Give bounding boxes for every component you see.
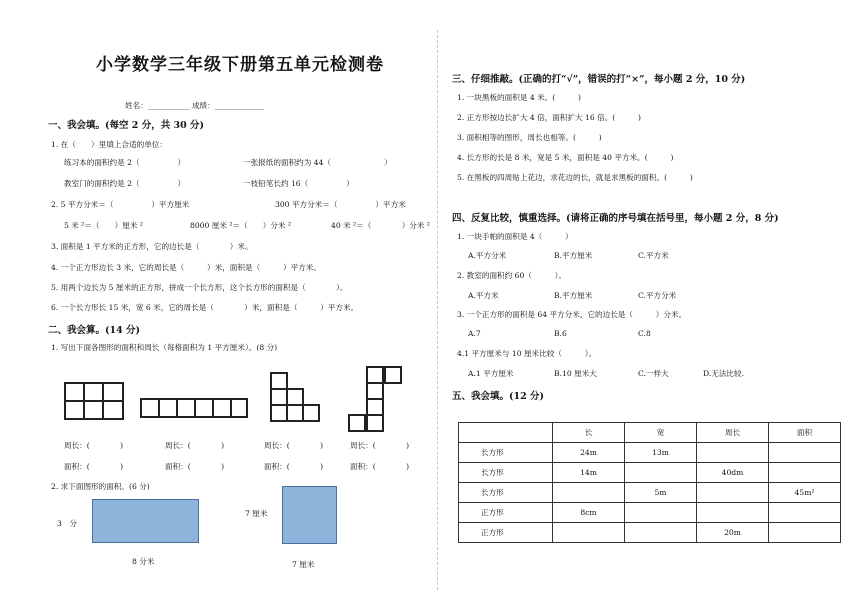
table-cell: [769, 523, 841, 543]
table-cell: [625, 523, 697, 543]
s1-q1d: 一枝铅笔长约 16（ ）: [243, 179, 354, 188]
table-cell: 正方形: [459, 503, 553, 523]
s4-q2-option-a: A.平方米: [468, 291, 499, 300]
s1-q1c: 教室门的面积约是 2（ ）: [64, 179, 186, 188]
s4-q2-option-c: C.平方分米: [638, 291, 677, 300]
s4-q1: 1. 一块手帕的面积是 4（ ）: [457, 232, 573, 241]
s1-q4: 4. 一个正方形边长 3 米，它的周长是（ ）米，面积是（ ）平方米。: [51, 263, 321, 272]
section-1-header: 一、我会填。(每空 2 分，共 30 分): [48, 120, 205, 131]
s4-q1-option-c: C.平方米: [638, 251, 669, 260]
table-row: [459, 443, 841, 463]
table-cell: 正方形: [459, 523, 553, 543]
table-header-cell: [459, 423, 553, 443]
section-2-header: 二、我会算。(14 分): [48, 325, 141, 336]
shape-3-area: 面积：( ): [264, 462, 324, 471]
table-cell: 长方形: [459, 443, 553, 463]
s3-q5: 5. 在黑板的四周贴上花边，求花边的长，就是求黑板的面积。( ): [457, 173, 693, 182]
s4-q4-option-c: C.一样大: [638, 369, 669, 378]
table-cell: [769, 463, 841, 483]
s4-q1-option-a: A.平方分米: [468, 251, 507, 260]
table-cell: [697, 503, 769, 523]
s4-q4-option-d: D.无法比较.: [703, 369, 745, 378]
table-cell: 14m: [553, 463, 625, 483]
s1-q1b: 一张报纸的面积约为 44（ ）: [243, 158, 392, 167]
table-cell: 45m²: [769, 483, 841, 503]
s4-q3-option-b: B.6: [554, 329, 567, 338]
s1-q6: 6. 一个长方形长 15 米，宽 6 米，它的周长是（ ）米，面积是（ ）平方米。: [51, 303, 359, 312]
rectangle-square-table: [458, 422, 841, 543]
s1-q5: 5. 用两个边长为 5 厘米的正方形，拼成一个长方形，这个长方形的面积是（ ）。: [51, 283, 348, 292]
s4-q4-option-b: B.10 厘米大: [554, 369, 597, 378]
table-cell: [553, 483, 625, 503]
s3-q3: 3. 面积相等的图形，周长也相等。( ): [457, 133, 602, 142]
shape-4-perimeter: 周长：( ): [350, 441, 410, 450]
s1-q1a: 练习本的面积约是 2（ ）: [64, 158, 186, 167]
rect1-side-label: 3 分: [57, 519, 78, 528]
column-divider: [437, 30, 438, 590]
table-row: [459, 523, 841, 543]
s3-q1: 1. 一块黑板的面积是 4 米。( ): [457, 93, 581, 102]
table-header-cell: 长: [553, 423, 625, 443]
s4-q1-option-b: B.平方厘米: [554, 251, 593, 260]
rectangle-8x3: [92, 499, 199, 543]
grid-shape-3: [270, 372, 320, 422]
s1-q3: 3. 面积是 1 平方米的正方形，它的边长是（ ）米。: [51, 242, 253, 251]
table-header-cell: 宽: [625, 423, 697, 443]
section-3-header: 三、仔细推敲。(正确的打“√”，错误的打“×”，每小题 2 分，10 分): [452, 74, 746, 85]
table-cell: 8cm: [553, 503, 625, 523]
grid-shape-2: [140, 398, 248, 418]
table-cell: 长方形: [459, 483, 553, 503]
shape-1-perimeter: 周长：( ): [64, 441, 124, 450]
s4-q4: 4.1 平方厘米与 10 厘米比较（ ）。: [457, 349, 597, 358]
table-cell: [769, 503, 841, 523]
table-cell: [625, 503, 697, 523]
table-header-cell: 周长: [697, 423, 769, 443]
s3-q4: 4. 长方形的长是 8 米，宽是 5 米，面积是 40 平方米。( ): [457, 153, 674, 162]
table-header-cell: 面积: [769, 423, 841, 443]
grid-shape-1: [64, 382, 124, 420]
s2-q2: 2. 求下面图形的面积。(6 分): [51, 482, 150, 491]
table-row: [459, 503, 841, 523]
s4-q4-option-a: A.1 平方厘米: [468, 369, 514, 378]
section-5-header: 五、我会填。(12 分): [452, 391, 545, 402]
square-7x7: [282, 486, 337, 544]
s4-q3: 3. 一个正方形的面积是 64 平方分米，它的边长是（ ）分米。: [457, 310, 687, 319]
s1-q2d: 8000 厘米 ²＝（ ）分米 ²: [190, 221, 291, 230]
student-info-line: 姓名：___________ 成绩：_____________: [125, 101, 265, 110]
table-cell: [697, 483, 769, 503]
table-cell: 13m: [625, 443, 697, 463]
table-header-row: [459, 423, 841, 443]
s1-q2a: 2. 5 平方分米＝（ ）平方厘米: [51, 200, 190, 209]
table-cell: 20m: [697, 523, 769, 543]
s4-q2: 2. 教室的面积约 60（ ）。: [457, 271, 567, 280]
s4-q3-option-c: C.8: [638, 329, 651, 338]
shape-1-area: 面积：( ): [64, 462, 124, 471]
grid-shape-4: [348, 366, 402, 432]
table-row: [459, 483, 841, 503]
shape-2-area: 面积：( ): [165, 462, 225, 471]
table-cell: 长方形: [459, 463, 553, 483]
table-cell: 5m: [625, 483, 697, 503]
table-row: [459, 463, 841, 483]
s4-q3-option-a: A.7: [468, 329, 481, 338]
page-title: 小学数学三年级下册第五单元检测卷: [96, 55, 384, 75]
shape-2-perimeter: 周长：( ): [165, 441, 225, 450]
s3-q2: 2. 正方形按边长扩大 4 倍，面积扩大 16 倍。( ): [457, 113, 642, 122]
s2-q1: 1. 写出下面各图形的面积和周长（每格面积为 1 平方厘米）。(8 分): [51, 343, 278, 352]
rect1-bottom-label: 8 分米: [132, 557, 155, 566]
shape-4-area: 面积：( ): [350, 462, 410, 471]
s4-q2-option-b: B.平方厘米: [554, 291, 593, 300]
table-cell: [625, 463, 697, 483]
rect2-bottom-label: 7 厘米: [292, 560, 315, 569]
table-cell: [553, 523, 625, 543]
section-4-header: 四、反复比较，慎重选择。(请将正确的序号填在括号里，每小题 2 分，8 分): [452, 213, 779, 224]
s1-q2e: 40 米 ²＝（ ）分米 ²: [331, 221, 430, 230]
table-cell: [697, 443, 769, 463]
table-cell: 40dm: [697, 463, 769, 483]
s1-q2c: 5 米 ²＝（ ）厘米 ²: [64, 221, 143, 230]
s1-q2b: 300 平方分米＝（ ）平方米: [275, 200, 406, 209]
rect2-side-label: 7 厘米: [245, 509, 268, 518]
table-cell: 24m: [553, 443, 625, 463]
s1-q1: 1. 在（ ）里填上合适的单位：: [51, 140, 167, 149]
shape-3-perimeter: 周长：( ): [264, 441, 324, 450]
table-cell: [769, 443, 841, 463]
